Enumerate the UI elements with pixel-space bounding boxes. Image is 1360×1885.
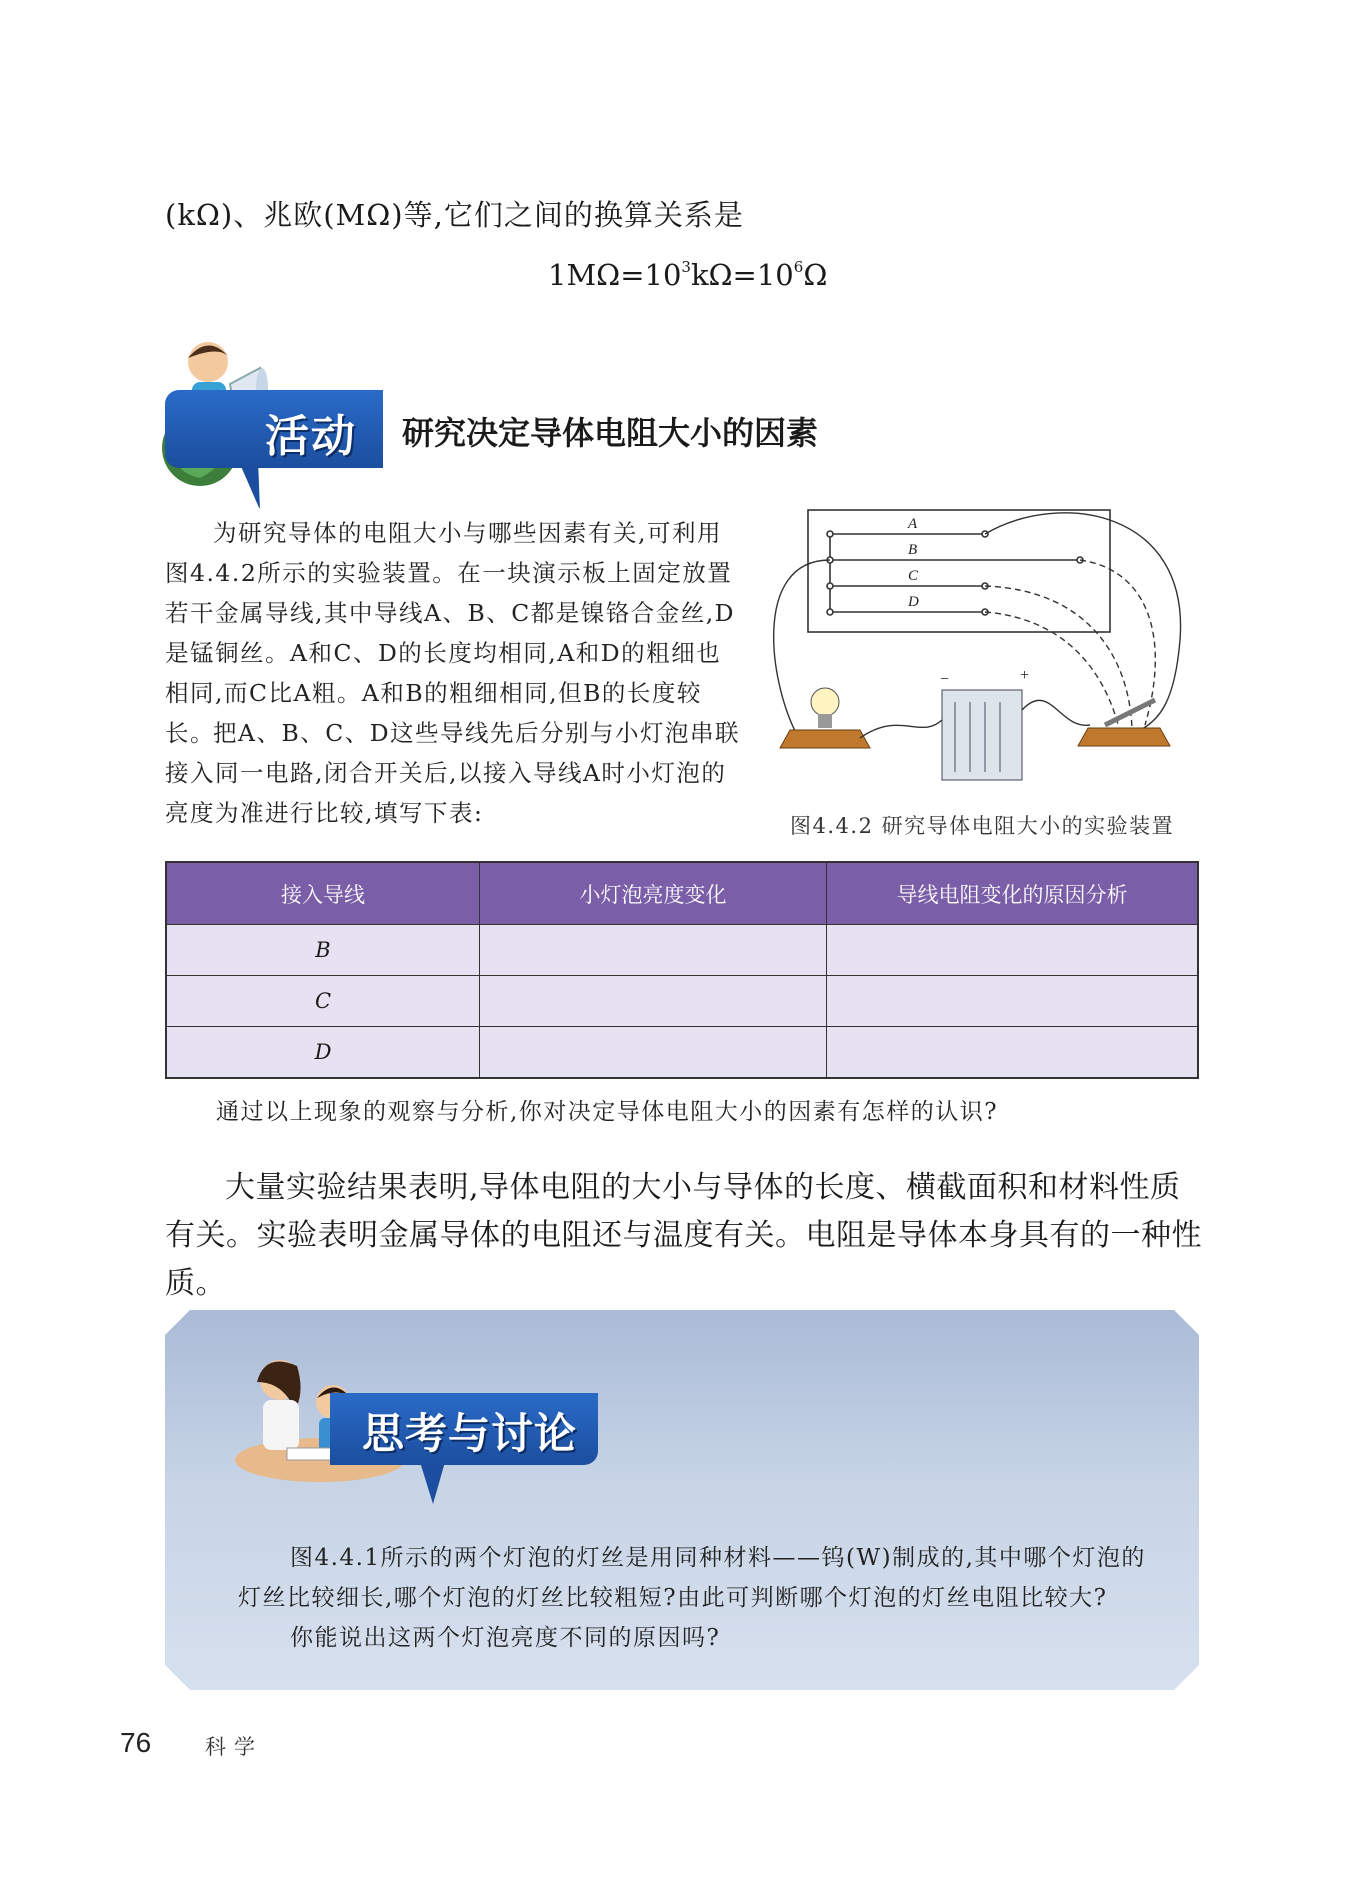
table-header: 小灯泡亮度变化 xyxy=(480,862,827,925)
wire-label-d: D xyxy=(908,594,919,610)
observation-table xyxy=(165,861,1199,1079)
table-cell: B xyxy=(166,925,480,976)
figure-caption: 图4.4.2 研究导体电阻大小的实验装置 xyxy=(790,814,1175,838)
table-cell[interactable] xyxy=(827,925,1199,976)
battery-plus-label: + xyxy=(1020,667,1030,684)
table-cell: C xyxy=(166,976,480,1027)
activity-question: 通过以上现象的观察与分析,你对决定导体电阻大小的因素有怎样的认识? xyxy=(216,1099,999,1125)
wire-label-a: A xyxy=(908,516,918,532)
activity-paragraph-1: 为研究导体的电阻大小与哪些因素有关,可利用图4.4.2所示的实验装置。在一块演示板上固定放置若干金属导线,其中导线A、B、C都是镍铬合金丝,D是锰铜丝。A和C、D的长度均相同,A和D的粗细也相同,而C比A粗。A和B的粗细相同,但B的长度较长。 xyxy=(165,519,736,747)
subject-name: 科学 xyxy=(205,1735,263,1759)
activity-paragraph-2: 把A、B、C、D这些导线先后分别与小灯泡串联接入同一电路,闭合开关后,以接入导线A时小灯泡的亮度为准进行比较,填写下表: xyxy=(165,719,741,827)
discussion-paragraph-2: 你能说出这两个灯泡亮度不同的原因吗? xyxy=(290,1625,721,1651)
intro-line: (kΩ)、兆欧(MΩ)等,它们之间的换算关系是 xyxy=(165,198,744,232)
table-cell[interactable] xyxy=(480,976,827,1027)
table-row xyxy=(166,925,1198,976)
unit-conversion-formula: $1M\Omega=10^3k\Omega=10^6\Omega$ xyxy=(548,258,828,292)
activity-badge: 活动 xyxy=(165,390,383,468)
wire-label-b: B xyxy=(908,542,918,558)
table-cell[interactable] xyxy=(827,1027,1199,1079)
table-row xyxy=(166,1027,1198,1079)
wire-label-c: C xyxy=(908,568,919,584)
table-cell[interactable] xyxy=(480,1027,827,1079)
discussion-text xyxy=(238,1538,1158,1658)
page-number: 76 xyxy=(120,1727,152,1758)
table-header: 接入导线 xyxy=(166,862,480,925)
table-cell[interactable] xyxy=(827,976,1199,1027)
battery-minus-label: − xyxy=(940,671,950,688)
table-header: 导线电阻变化的原因分析 xyxy=(827,862,1199,925)
discussion-paragraph-1: 图4.4.1所示的两个灯泡的灯丝是用同种材料——钨(W)制成的,其中哪个灯泡的灯丝比较细长,哪个灯泡的灯丝比较粗短?由此可判断哪个灯泡的灯丝电阻比较大? xyxy=(238,1545,1146,1611)
table-cell[interactable] xyxy=(480,925,827,976)
discussion-badge: 思考与讨论 xyxy=(330,1393,598,1465)
main-paragraph: 大量实验结果表明,导体电阻的大小与导体的长度、横截面积和材料性质有关。实验表明金属导体的电阻还与温度有关。电阻是导体本身具有的一种性质。 xyxy=(165,1170,1202,1301)
activity-title: 研究决定导体电阻大小的因素 xyxy=(402,414,819,452)
experiment-apparatus-figure xyxy=(760,490,1200,790)
table-row xyxy=(166,976,1198,1027)
table-cell: D xyxy=(166,1027,480,1079)
